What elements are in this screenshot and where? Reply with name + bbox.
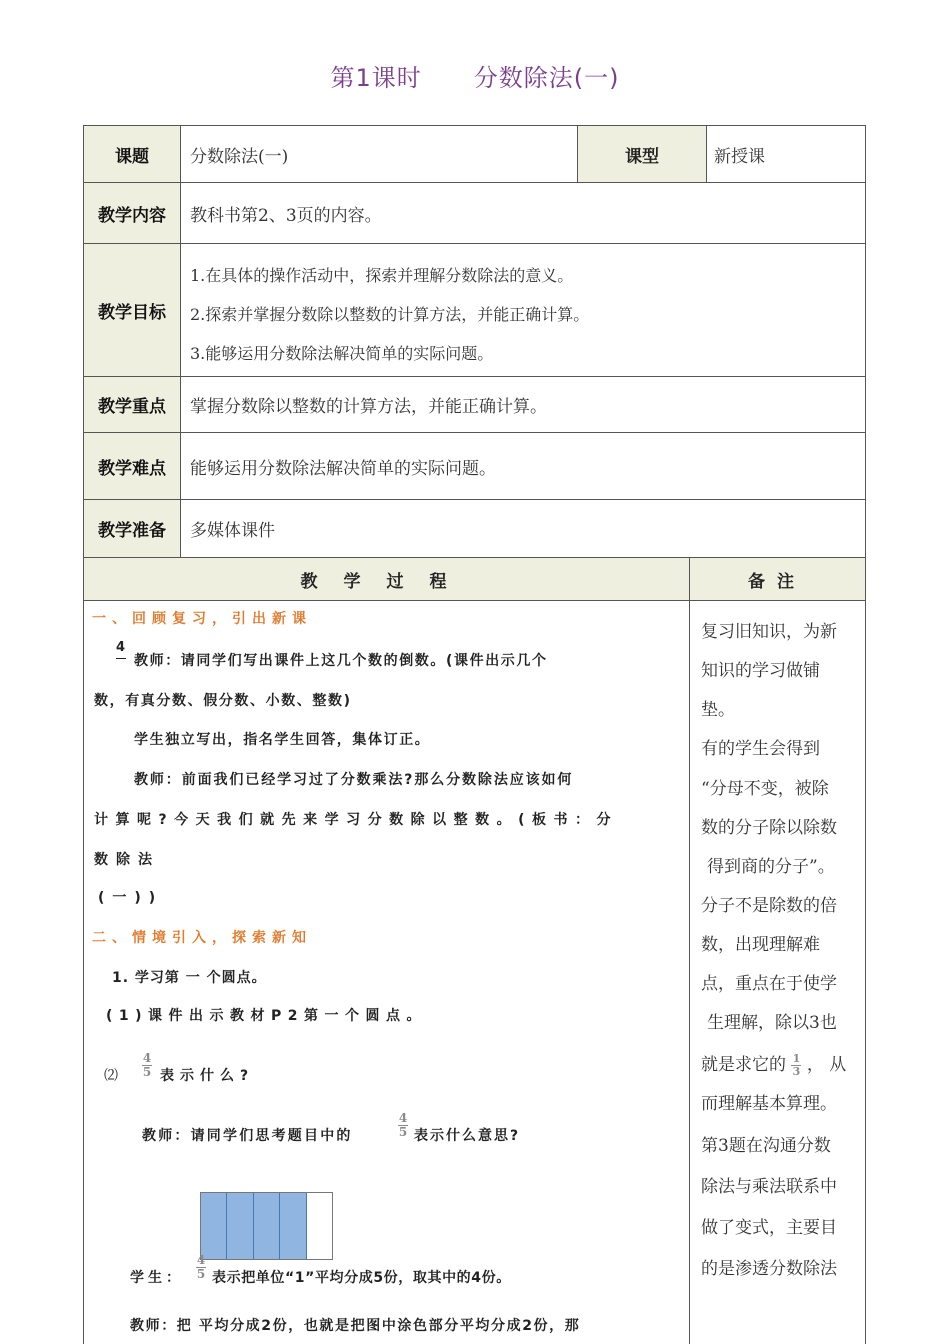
fraction-four-fifths: $\frac{4}{5}$ <box>142 1051 152 1079</box>
page-title <box>0 58 950 93</box>
note-line: 而理解基本算理。 <box>701 1094 837 1114</box>
row-prep <box>83 499 866 558</box>
difficulty-label: 教学难点 <box>84 433 181 499</box>
paragraph-3a: 教师：前面我们已经学习过了分数乘法?那么分数除法应该如何 <box>134 772 574 788</box>
lesson-number: 第1课时 <box>330 64 422 92</box>
process-header-row <box>83 557 866 601</box>
row-topic <box>83 125 866 183</box>
row-goals <box>83 243 866 377</box>
teacher-question-b: 表示什么意思? <box>414 1128 521 1144</box>
filled-part <box>227 1193 253 1259</box>
note-line: 复习旧知识，为新 <box>701 622 837 642</box>
filled-part <box>254 1193 280 1259</box>
topic-label: 课题 <box>84 126 181 182</box>
content-label: 教学内容 <box>84 183 181 243</box>
type-value: 新授课 <box>714 146 765 167</box>
note-line: 数的分子除以除数 <box>701 818 837 838</box>
topic-value: 分数除法(一) <box>190 146 289 167</box>
student-answer-a: 学生： <box>130 1270 184 1286</box>
note-line: 第3题在沟通分数 <box>701 1136 831 1156</box>
note-line: 得到商的分子”。 <box>707 857 835 877</box>
note-line: 有的学生会得到 <box>701 739 820 759</box>
process-body <box>83 600 866 1344</box>
step-2-number: ⑵ <box>104 1068 118 1084</box>
note-line: 知识的学习做铺 <box>701 661 820 681</box>
note-line: 生理解，除以3也 <box>707 1013 837 1033</box>
type-label: 课型 <box>577 126 707 182</box>
paragraph-3d: (一)) <box>98 890 164 906</box>
empty-part <box>307 1193 332 1259</box>
column-divider <box>689 600 690 1344</box>
note-line: 垫。 <box>701 700 735 720</box>
student-answer-b: 表示把单位“1”平均分成5份，取其中的4份。 <box>212 1270 511 1286</box>
section-heading-1: 一、回顾复习，引出新课 <box>92 611 312 627</box>
note-line-fraction: 就是求它的 $\frac{1}{3}$ ， 从 <box>701 1052 847 1078</box>
paragraph-3c: 数除法 <box>94 852 160 868</box>
note-line: “分母不变，被除 <box>701 779 829 799</box>
teacher-continued: 教师：把 平均分成2份，也就是把图中涂色部分平均分成2份，那 <box>130 1318 581 1334</box>
goal-item: 1.在具体的操作活动中，探索并理解分数除法的意义。 <box>190 266 574 285</box>
process-header: 教学过程 <box>84 558 690 600</box>
key-label: 教学重点 <box>84 377 181 432</box>
note-line: 做了变式，主要目 <box>701 1218 837 1238</box>
paragraph-1b: 数，有真分数、假分数、小数、整数) <box>94 693 352 709</box>
difficulty-value: 能够运用分数除法解决简单的实际问题。 <box>190 458 496 479</box>
paragraph-2: 学生独立写出，指名学生回答，集体订正。 <box>134 732 431 748</box>
content-value: 教科书第2、3页的内容。 <box>190 205 382 226</box>
prep-value: 多媒体课件 <box>190 521 275 541</box>
fraction-bar-figure <box>200 1192 333 1260</box>
note-line: 分子不是除数的倍 <box>701 896 837 916</box>
goals-list <box>190 256 589 373</box>
teacher-question-a: 教师：请同学们思考题目中的 <box>142 1128 353 1144</box>
note-line: 点，重点在于使学 <box>701 974 837 994</box>
note-line: 除法与乘法联系中 <box>701 1177 837 1197</box>
prep-label: 教学准备 <box>84 500 181 557</box>
row-key <box>83 376 866 433</box>
row-difficulty <box>83 432 866 500</box>
section-heading-2: 二、情境引入，探索新知 <box>92 930 312 946</box>
step-2-text: 表示什么? <box>160 1068 255 1084</box>
paragraph-3b: 计算呢?今天我们就先来学习分数除以整数。(板书：分 <box>94 812 619 828</box>
fraction-bar <box>116 658 126 659</box>
paragraph-1a: 教师：请同学们写出课件上这几个数的倒数。(课件出示几个 <box>134 653 548 669</box>
small-number: 4 <box>116 640 126 655</box>
goal-item: 2.探索并掌握分数除以整数的计算方法，并能正确计算。 <box>190 305 590 324</box>
filled-part <box>280 1193 306 1259</box>
row-content <box>83 182 866 244</box>
goals-label: 教学目标 <box>84 244 181 376</box>
fraction-four-fifths: $\frac{4}{5}$ <box>398 1111 408 1139</box>
step-1: 1. 学习第 一 个圆点。 <box>112 970 267 986</box>
goal-item: 3.能够运用分数除法解决简单的实际问题。 <box>190 344 494 363</box>
note-line: 的是渗透分数除法 <box>701 1259 837 1279</box>
filled-part <box>201 1193 227 1259</box>
fraction-four-fifths: $\frac{4}{5}$ <box>196 1253 206 1281</box>
note-line: 数，出现理解难 <box>701 935 820 955</box>
lesson-name: 分数除法(一) <box>473 64 620 92</box>
step-1-1: (1)课件出示教材P2第一个圆点。 <box>106 1008 428 1024</box>
notes-header: 备注 <box>748 571 806 592</box>
key-value: 掌握分数除以整数的计算方法，并能正确计算。 <box>190 397 547 417</box>
